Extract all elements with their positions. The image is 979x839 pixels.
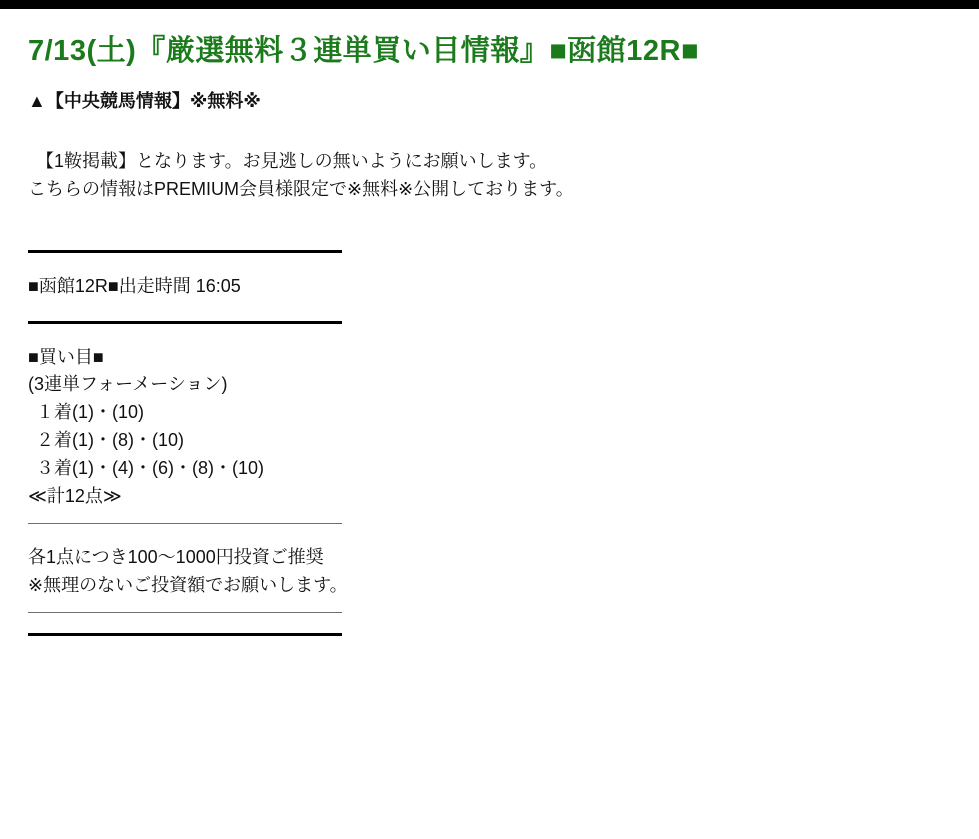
spacer	[28, 613, 951, 633]
bets-total: ≪計12点≫	[28, 486, 122, 506]
spacer	[28, 204, 951, 238]
category-subtitle: ▲【中央競馬情報】※無料※	[28, 90, 261, 111]
bet-row-2: ２着(1)・(8)・(10)	[36, 430, 185, 451]
note-line-1: 各1点につき100〜1000円投資ご推奨	[28, 546, 324, 567]
spacer	[28, 114, 951, 148]
document-body	[0, 33, 979, 636]
bets-format: (3連単フォーメーション)	[28, 374, 228, 395]
spacer	[28, 301, 951, 321]
spacer	[28, 511, 951, 523]
bet-row-3: ３着(1)・(4)・(6)・(8)・(10)	[36, 458, 265, 479]
bets-heading: ■買い目■	[28, 346, 104, 367]
spacer	[28, 253, 951, 273]
top-black-bar	[0, 0, 979, 9]
spacer	[28, 238, 951, 250]
spacer	[28, 600, 951, 612]
page-title: 7/13(土)『厳選無料３連単買い目情報』■函館12R■	[28, 35, 699, 67]
note-line-2: ※無理のないご投資額でお願いします。	[28, 574, 348, 595]
divider-thick-footer	[28, 633, 342, 636]
intro-line-2: こちらの情報はPREMIUM会員様限定で※無料※公開しております。	[28, 178, 574, 199]
intro-line-1: 【1鞍掲載】となります。お見逃しの無いようにお願いします。	[36, 150, 548, 171]
race-heading: ■函館12R■出走時間 16:05	[28, 275, 241, 296]
bet-row-1: １着(1)・(10)	[36, 402, 145, 423]
spacer	[28, 524, 951, 544]
spacer	[28, 324, 951, 344]
